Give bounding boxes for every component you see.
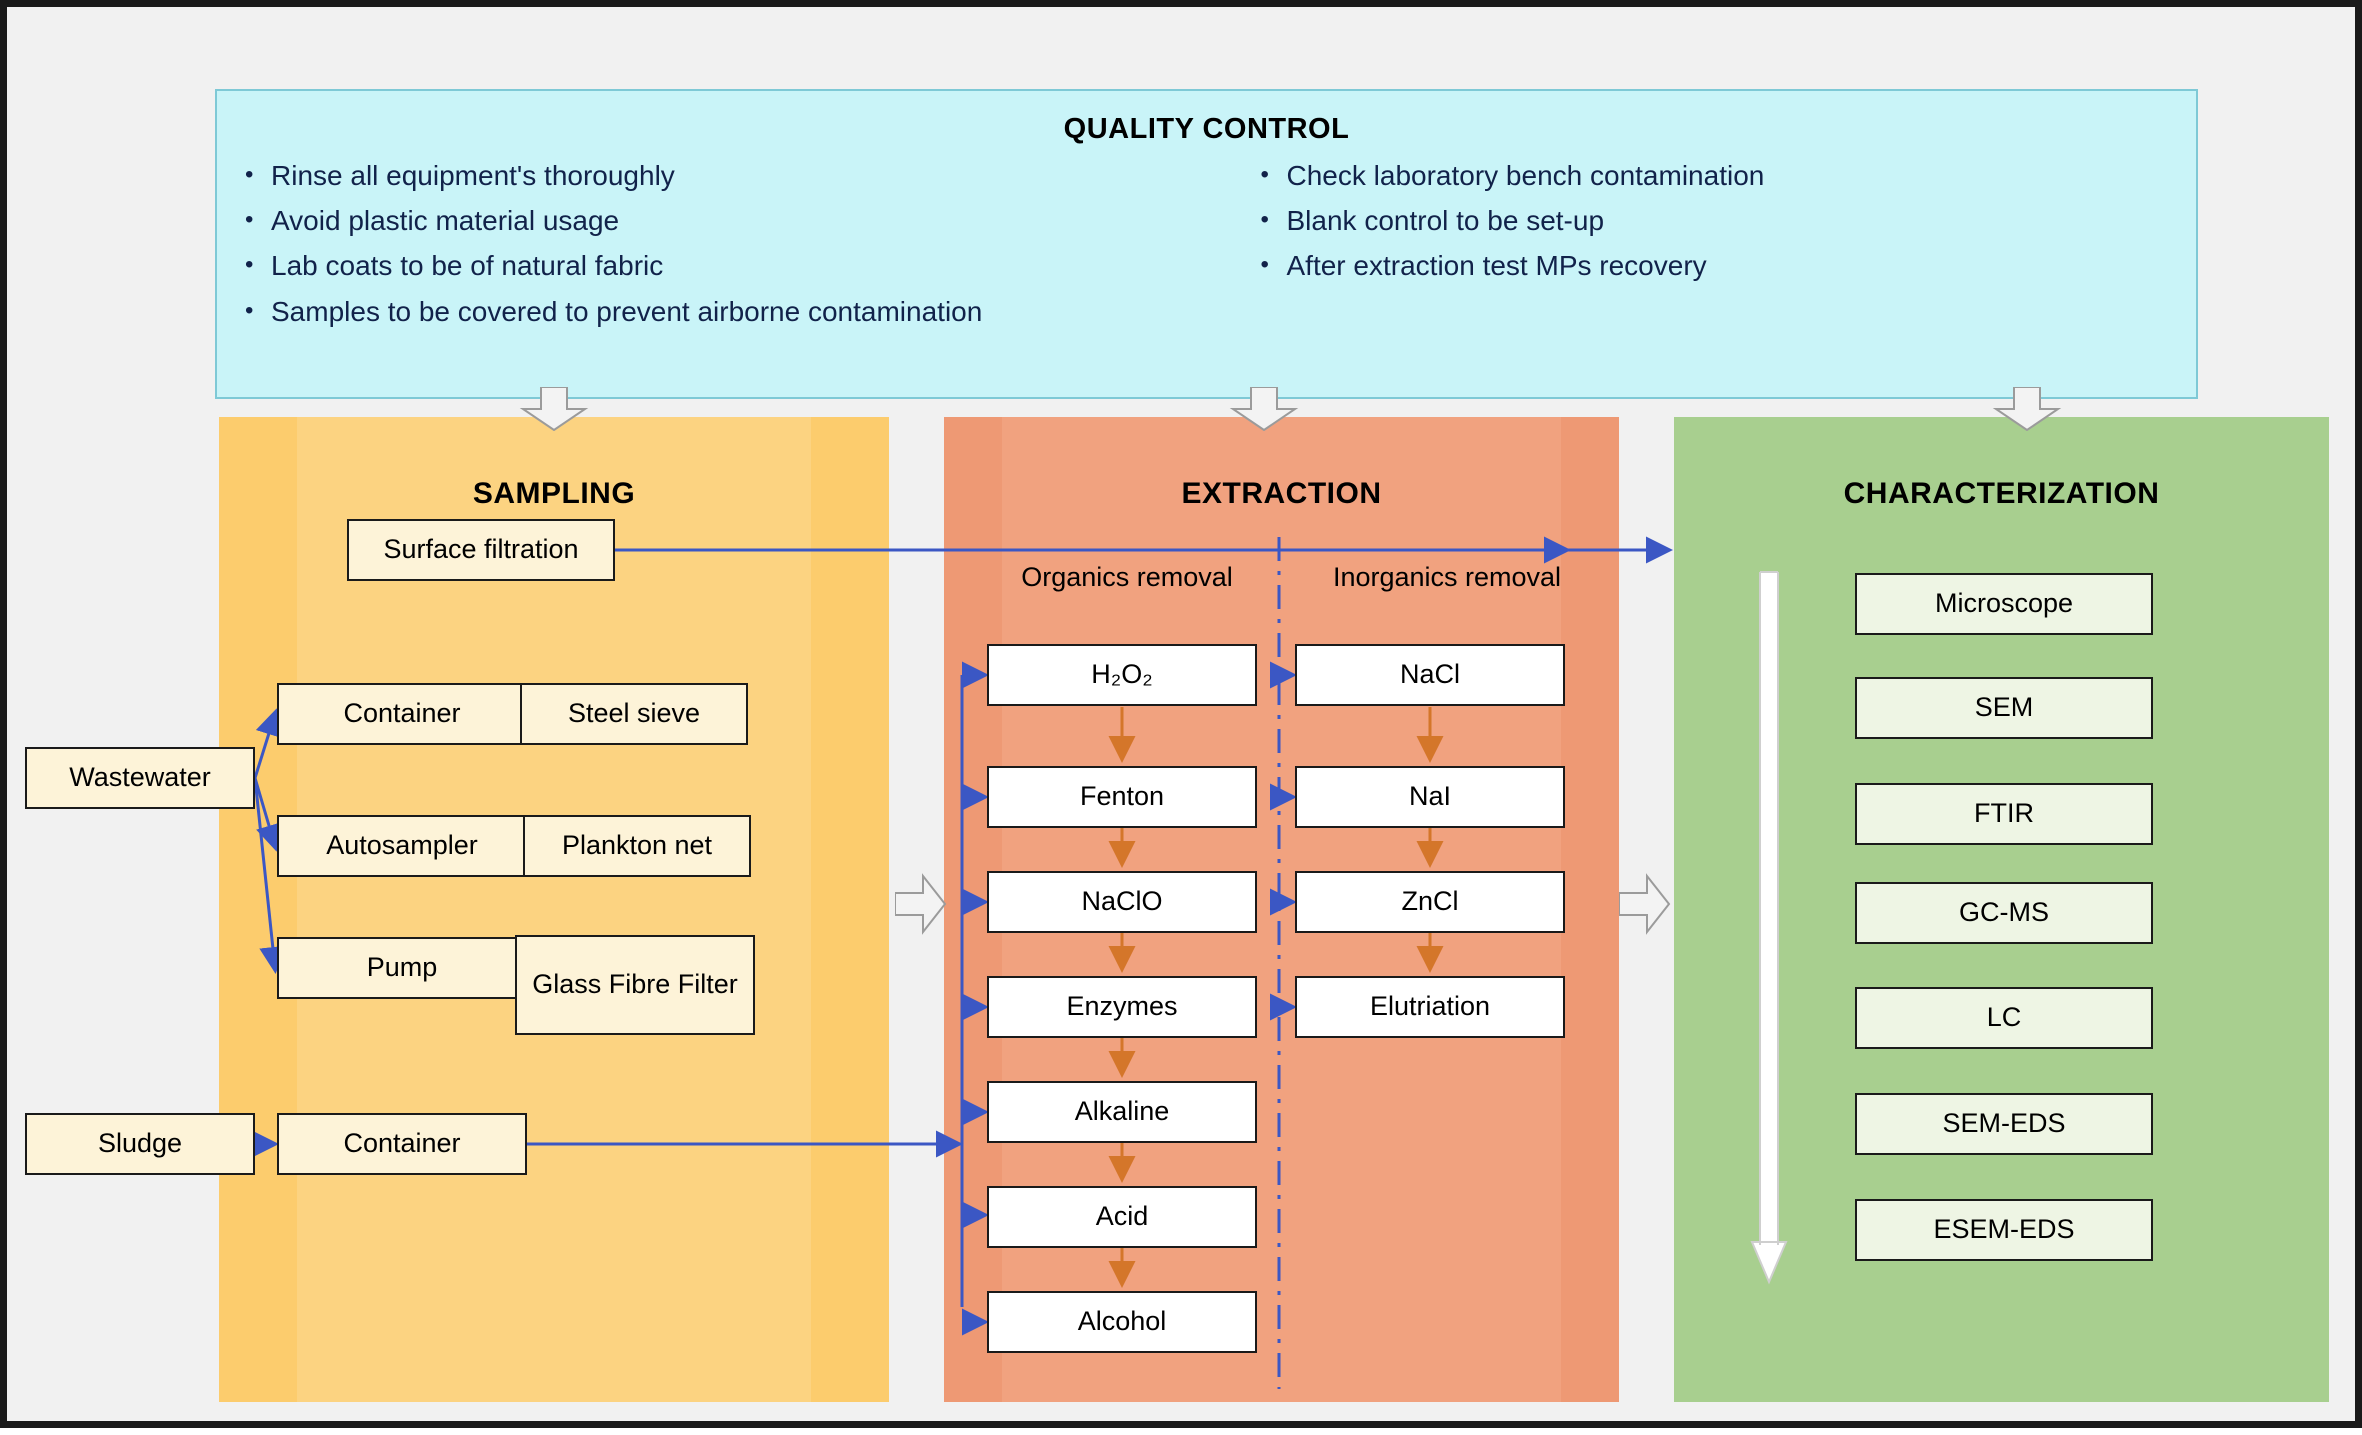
- panel-edge-decor: [219, 417, 297, 1402]
- node-characterization-method[interactable]: FTIR: [1855, 783, 2153, 845]
- bullet-icon: •: [245, 161, 254, 188]
- quality-control-left-list: [217, 160, 1181, 341]
- node-characterization-method[interactable]: GC-MS: [1855, 882, 2153, 944]
- node-plankton-net[interactable]: Plankton net: [523, 815, 751, 877]
- node-characterization-method[interactable]: LC: [1855, 987, 2153, 1049]
- node-surface-filtration[interactable]: Surface filtration: [347, 519, 615, 581]
- list-item: [1261, 250, 2197, 282]
- right-block-arrow-sampling-to-extraction: [895, 873, 947, 935]
- list-item: [1261, 160, 2197, 192]
- list-item-label: Check laboratory bench contamination: [1286, 160, 1765, 191]
- quality-control-title: QUALITY CONTROL: [1063, 113, 1350, 145]
- node-extraction-organic[interactable]: H₂O₂: [987, 644, 1257, 706]
- node-characterization-method[interactable]: ESEM-EDS: [1855, 1199, 2153, 1261]
- node-extraction-organic[interactable]: Acid: [987, 1186, 1257, 1248]
- node-extraction-inorganic[interactable]: NaCl: [1295, 644, 1565, 706]
- panel-edge-decor: [811, 417, 889, 1402]
- down-block-arrow-extraction: [1229, 387, 1299, 431]
- down-block-arrow-characterization: [1992, 387, 2062, 431]
- list-item-label: Samples to be covered to prevent airborne contamination: [271, 295, 983, 327]
- bullet-icon: •: [245, 251, 254, 279]
- node-container-wastewater[interactable]: Container: [277, 683, 527, 745]
- extraction-title: EXTRACTION: [1181, 477, 1382, 510]
- node-wastewater[interactable]: Wastewater: [25, 747, 255, 809]
- sampling-title: SAMPLING: [472, 477, 636, 510]
- node-steel-sieve[interactable]: Steel sieve: [520, 683, 748, 745]
- list-item: [245, 296, 1181, 328]
- node-characterization-method[interactable]: SEM: [1855, 677, 2153, 739]
- right-block-arrow-extraction-to-characterization: [1619, 873, 1671, 935]
- node-extraction-inorganic[interactable]: NaI: [1295, 766, 1565, 828]
- node-sludge[interactable]: Sludge: [25, 1113, 255, 1175]
- node-pump[interactable]: Pump: [277, 937, 527, 999]
- list-item-label: Rinse all equipment's thoroughly: [271, 160, 675, 191]
- node-extraction-organic[interactable]: Fenton: [987, 766, 1257, 828]
- characterization-title: CHARACTERIZATION: [1843, 477, 2160, 510]
- node-extraction-organic[interactable]: NaClO: [987, 871, 1257, 933]
- bullet-icon: •: [1260, 161, 1269, 188]
- node-extraction-inorganic[interactable]: ZnCl: [1295, 871, 1565, 933]
- organics-removal-label: Organics removal: [1021, 562, 1233, 592]
- list-item-label: After extraction test MPs recovery: [1286, 250, 1707, 282]
- node-autosampler[interactable]: Autosampler: [277, 815, 527, 877]
- node-container-sludge[interactable]: Container: [277, 1113, 527, 1175]
- bullet-icon: •: [245, 206, 254, 234]
- bullet-icon: •: [1260, 206, 1269, 234]
- quality-control-right-list: [1181, 160, 2197, 341]
- bullet-icon: •: [1260, 251, 1269, 279]
- list-item: [1261, 205, 2197, 237]
- bullet-icon: •: [245, 296, 254, 324]
- list-item-label: Lab coats to be of natural fabric: [271, 250, 664, 282]
- node-characterization-method[interactable]: SEM-EDS: [1855, 1093, 2153, 1155]
- node-extraction-inorganic[interactable]: Elutriation: [1295, 976, 1565, 1038]
- inorganics-removal-label: Inorganics removal: [1332, 562, 1562, 592]
- list-item: [245, 250, 1181, 282]
- list-item: [245, 205, 1181, 237]
- node-glass-fibre-filter[interactable]: Glass Fibre Filter: [515, 935, 755, 1035]
- node-characterization-method[interactable]: Microscope: [1855, 573, 2153, 635]
- node-extraction-organic[interactable]: Alcohol: [987, 1291, 1257, 1353]
- list-item-label: Blank control to be set-up: [1286, 205, 1605, 237]
- node-extraction-organic[interactable]: Enzymes: [987, 976, 1257, 1038]
- quality-control-panel: [215, 89, 2198, 399]
- list-item: [245, 160, 1181, 192]
- list-item-label: Avoid plastic material usage: [271, 205, 620, 237]
- node-extraction-organic[interactable]: Alkaline: [987, 1081, 1257, 1143]
- down-block-arrow-sampling: [519, 387, 589, 431]
